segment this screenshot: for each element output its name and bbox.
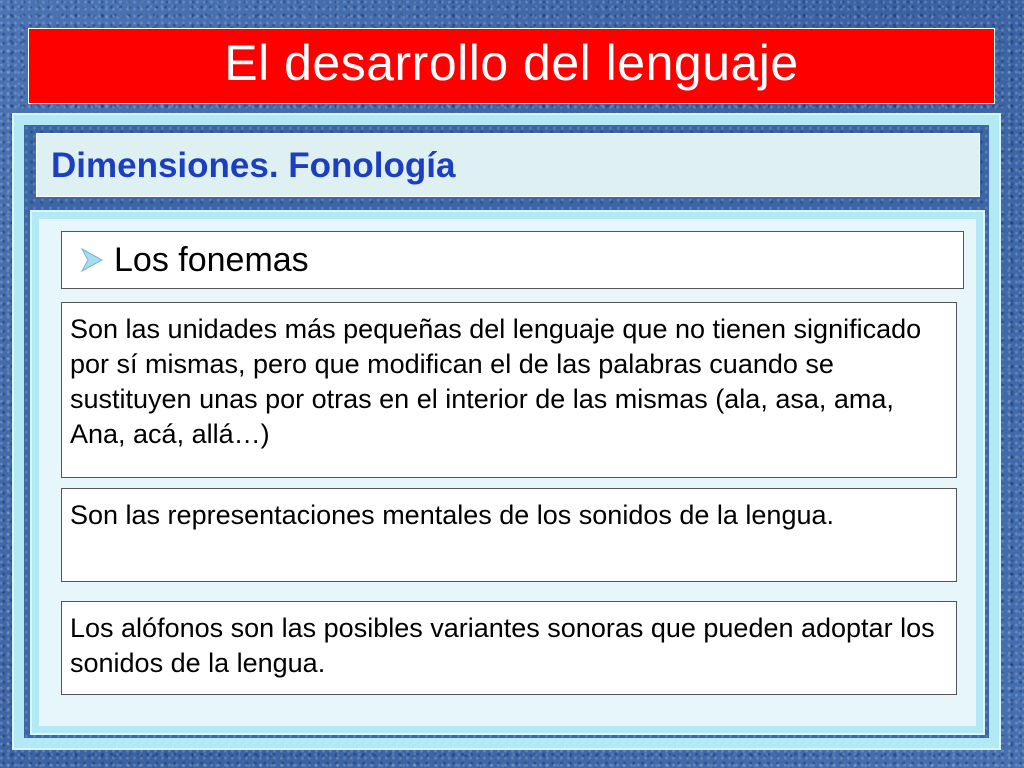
slide-title: El desarrollo del lenguaje (224, 35, 799, 91)
subtitle-bar (36, 133, 980, 197)
representation-box: Son las representaciones mentales de los sonidos de la lengua. (61, 488, 957, 582)
arrow-bullet-icon (72, 247, 112, 273)
title-bar (28, 28, 995, 104)
definition-box: Son las unidades más pequeñas del lenguaje que no tienen significado por sí mismas, pero que modifican el de las palabras cuando se sustituyen unas por otras en el interior de las mismas (ala, asa, ama, Ana, acá, allá…) (61, 302, 957, 478)
bullet-item (61, 231, 964, 289)
allophones-box: Los alófonos son las posibles variantes sonoras que pueden adoptar los sonidos de la lengua. (61, 601, 957, 695)
slide-subtitle: Dimensiones. Fonología (51, 145, 456, 185)
bullet-text: Los fonemas (114, 241, 309, 279)
